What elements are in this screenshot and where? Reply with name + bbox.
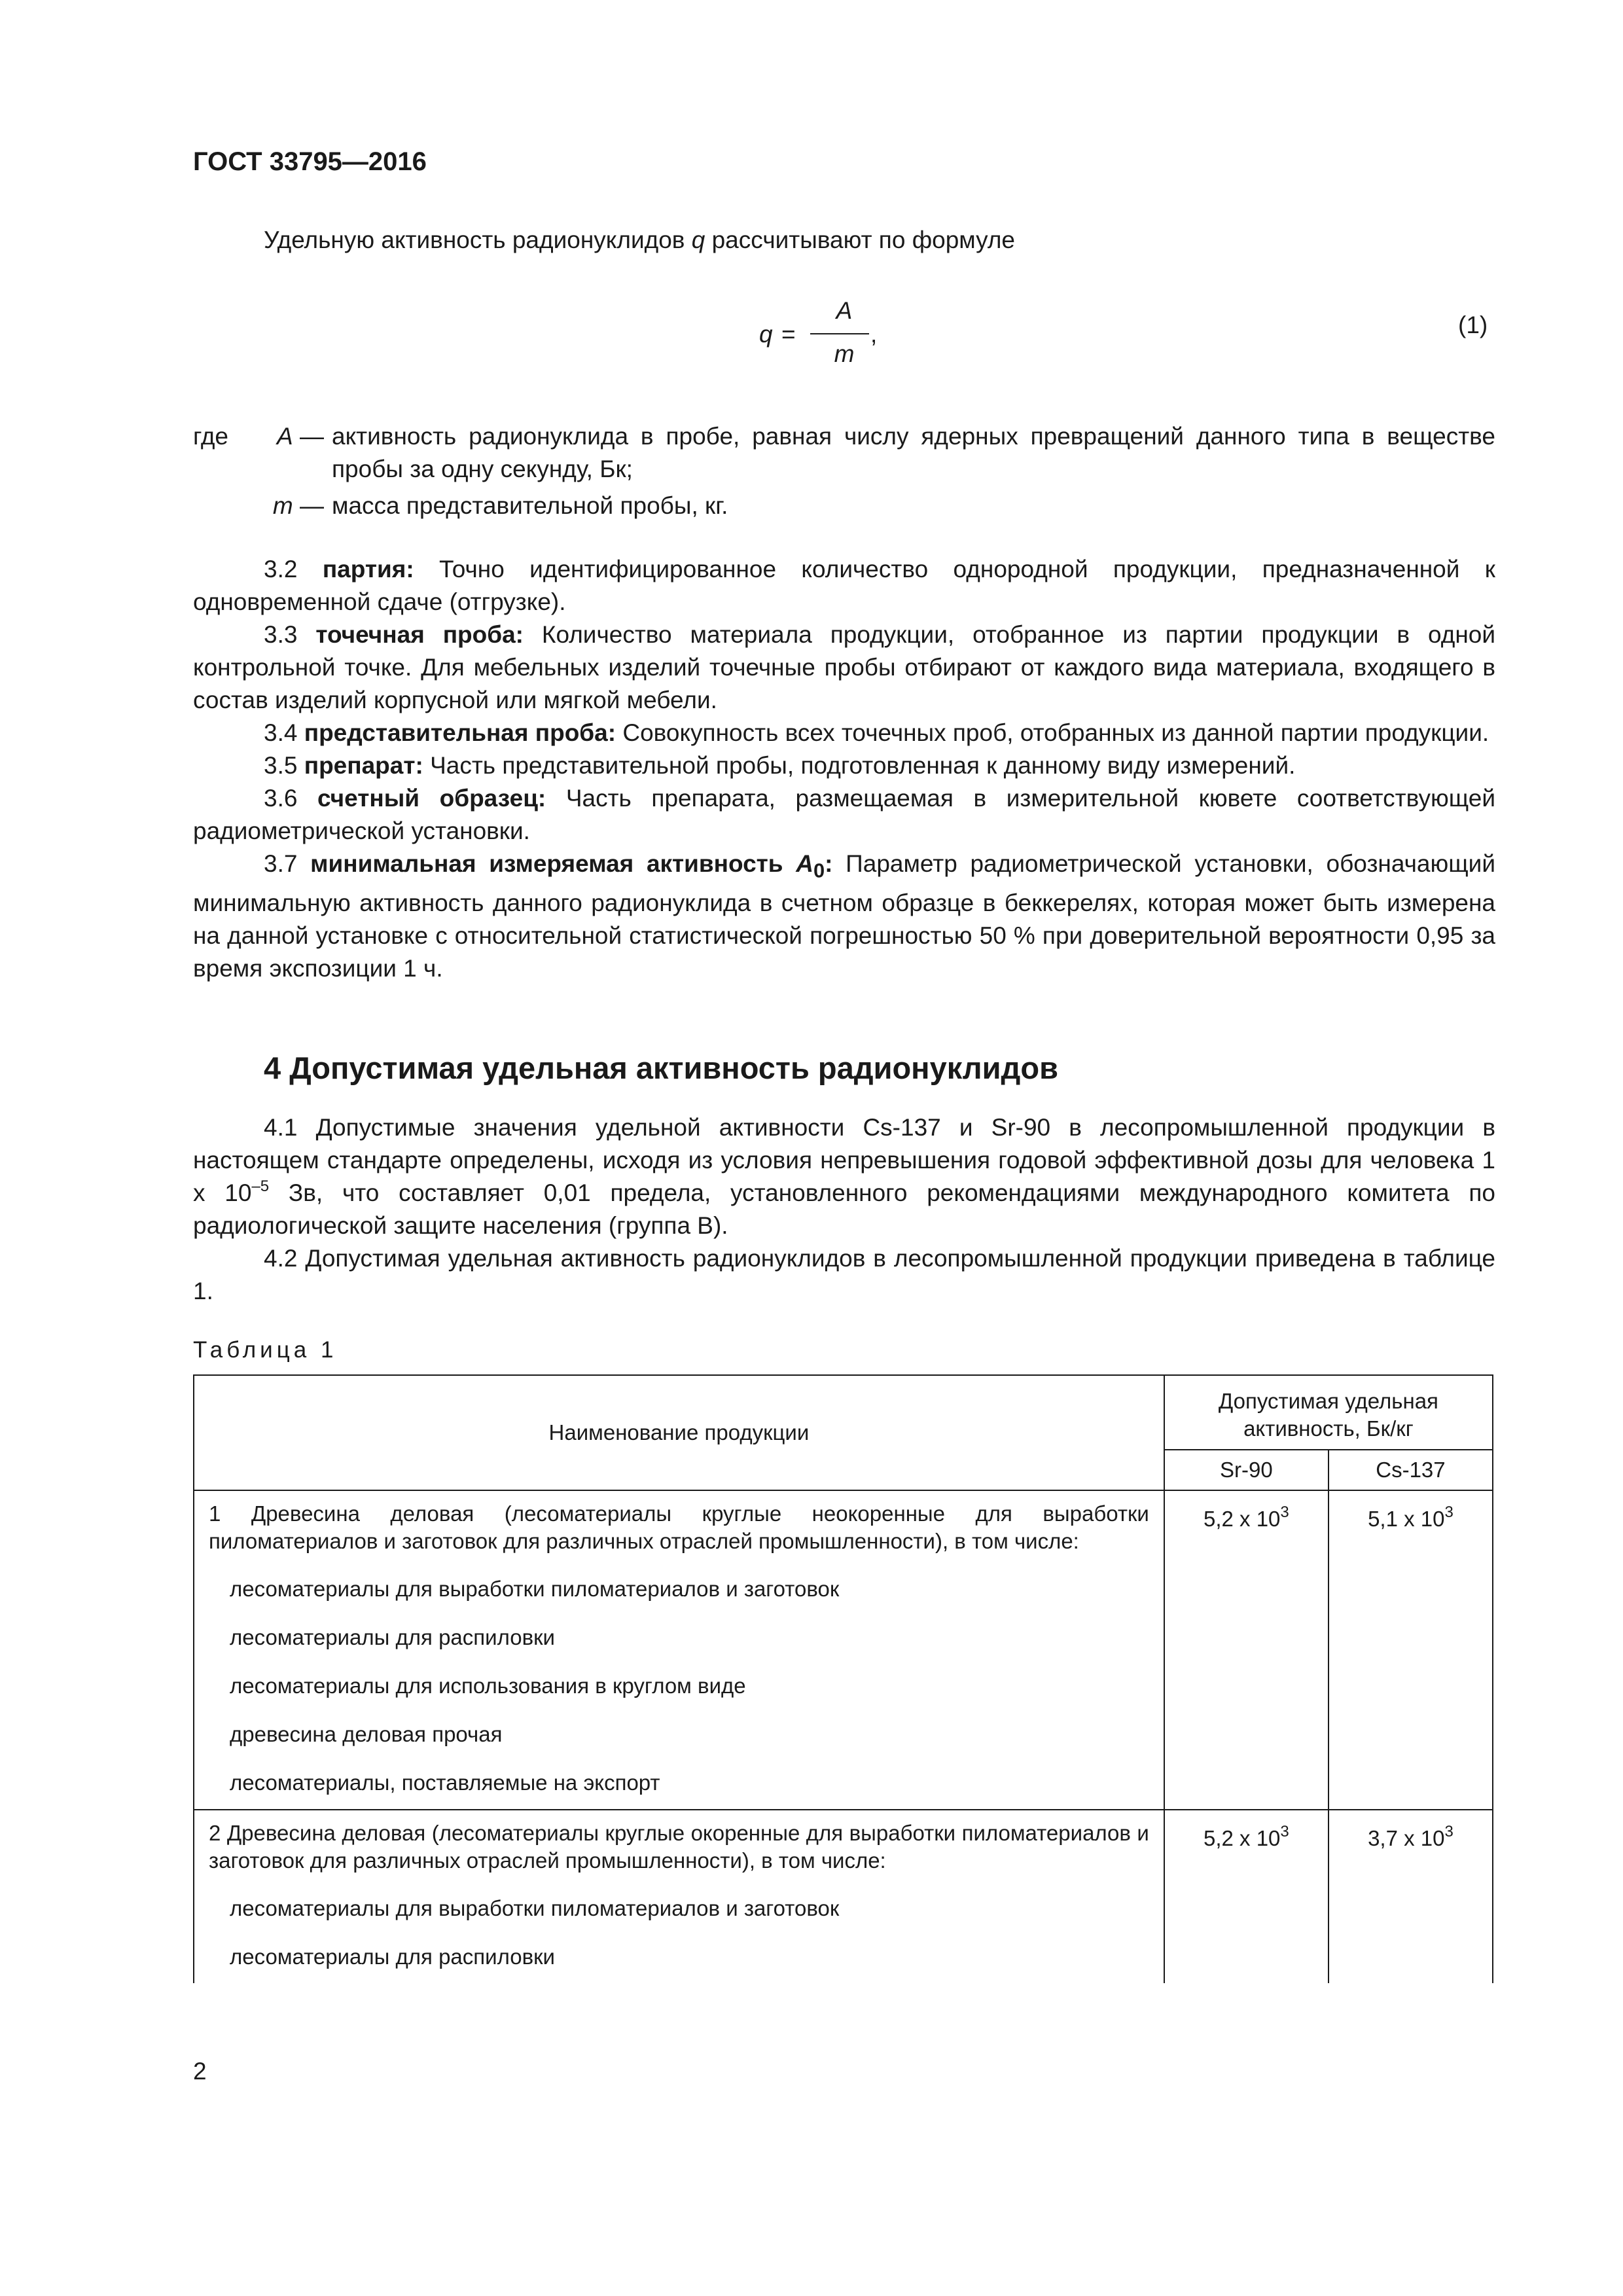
formula-lhs: q <box>759 321 773 348</box>
where-symbol: m <box>272 492 293 519</box>
terms-definitions <box>193 553 1495 985</box>
term: счетный образец: <box>317 785 546 812</box>
product-subitem: лесоматериалы для выработки пиломатериалов и заготовок <box>230 1577 840 1601</box>
formula-intro: Удельную активность радионуклидов q рассчитывают по формуле <box>264 226 1015 253</box>
product-subitem: древесина деловая прочая <box>230 1722 503 1746</box>
column-header-activity: Допустимая удельная активность, Бк/кг <box>1164 1375 1493 1450</box>
product-subitem: лесоматериалы для использования в круглом виде <box>230 1674 746 1698</box>
definition-3-4: 3.4 представительная проба: Совокупность всех точечных проб, отобранных из данной партии продукции. <box>264 719 1489 746</box>
definition-3-3: 3.3 точечная проба: Количество материала продукции, отобранное из партии продукции в одной контрольной точке. Для мебельных изделий точечные пробы отбирают от каждого вида материала, входящего в состав изделий корпусной или мягкой мебели. <box>193 621 1495 713</box>
term: минимальная измеряемая активность $A_0$: <box>310 850 833 882</box>
where-row-a: где A — активность радионуклида в пробе, равная числу ядерных превращений данного типа в веществе пробы за одну секунду, Бк; <box>193 420 1495 486</box>
formula-1 <box>759 295 890 373</box>
paragraph-4-1: 4.1 Допустимые значения удельной активности Cs-137 и Sr-90 в лесопромышленной продукции в настоящем стандарте определены, исходя из условия непревышения годовой эффективной дозы для человека 1 х $10^{-5}$ Зв, что составляет 0,01 предела, установленного рекомендациями международного комитета по радиологической защите населения (группа В). <box>193 1114 1496 1239</box>
definition-3-6: 3.6 счетный образец: Часть препарата, размещаемая в измерительной кювете соответствующей радиометрической установки. <box>193 785 1495 844</box>
product-title: 1 Древесина деловая (лесоматериалы круглые неокоренные для выработки пиломатериалов и заготовок для различных отраслей промышленности), в том числе: <box>209 1501 1149 1553</box>
formula-comma: , <box>870 321 878 348</box>
activity-table <box>193 1374 1493 1983</box>
where-definition: активность радионуклида в пробе, равная числу ядерных превращений данного типа в веществе пробы за одну секунду, Бк; <box>332 423 1495 482</box>
term: представительная проба: <box>304 719 616 746</box>
where-definition: масса представительной пробы, кг. <box>332 492 728 519</box>
where-word: где <box>193 423 229 450</box>
column-header-cs137: Cs-137 <box>1329 1450 1493 1490</box>
cs137-value: 3,7 х $10^3$ <box>1329 1810 1493 1983</box>
product-name-cell <box>194 1490 1164 1810</box>
page-number: 2 <box>193 2058 207 2085</box>
table-header-row <box>194 1375 1493 1450</box>
document-id-header: ГОСТ 33795—2016 <box>193 147 427 176</box>
table-caption: Таблица 1 <box>193 1337 338 1363</box>
product-subitem: лесоматериалы, поставляемые на экспорт <box>230 1770 660 1795</box>
definition-3-2: 3.2 партия: Точно идентифицированное количество однородной продукции, предназначенной к одновременной сдаче (отгрузке). <box>193 556 1495 615</box>
fraction-bar <box>810 333 869 334</box>
sr90-value: 5,2 х $10^3$ <box>1164 1810 1329 1983</box>
equation-number: (1) <box>1458 312 1488 338</box>
product-subitem: лесоматериалы для распиловки <box>230 1945 555 1969</box>
where-row-m: m — масса представительной пробы, кг. <box>193 490 1495 522</box>
definition-3-5: 3.5 препарат: Часть представительной пробы, подготовленная к данному виду измерений. <box>264 752 1296 779</box>
table-row <box>194 1490 1493 1810</box>
term: партия: <box>322 556 414 583</box>
product-name-cell <box>194 1810 1164 1983</box>
product-title: 2 Древесина деловая (лесоматериалы круглые окоренные для выработки пиломатериалов и заготовок для различных отраслей промышленности), в том числе: <box>209 1821 1149 1873</box>
formula-numerator: A <box>836 297 853 324</box>
term: препарат: <box>304 752 423 779</box>
column-header-name: Наименование продукции <box>194 1375 1164 1490</box>
sr90-value: 5,2 х $10^3$ <box>1164 1490 1329 1810</box>
formula-equals: = <box>781 321 796 348</box>
product-subitem: лесоматериалы для распиловки <box>230 1625 555 1649</box>
formula-denominator: m <box>834 340 855 367</box>
column-header-sr90: Sr-90 <box>1164 1450 1329 1490</box>
product-subitem: лесоматериалы для выработки пиломатериалов и заготовок <box>230 1896 840 1920</box>
term: точечная проба: <box>315 621 524 648</box>
table-row <box>194 1810 1493 1983</box>
where-legend <box>193 420 1495 522</box>
cs137-value: 5,1 х $10^3$ <box>1329 1490 1493 1810</box>
section-4-title: 4 Допустимая удельная активность радионуклидов <box>264 1050 1058 1085</box>
section-4-body <box>193 1111 1495 1308</box>
where-symbol: A <box>277 423 293 450</box>
symbol-q: q <box>691 226 705 253</box>
paragraph-4-2: 4.2 Допустимая удельная активность радионуклидов в лесопромышленной продукции приведена в таблице 1. <box>193 1245 1495 1304</box>
definition-3-7: 3.7 минимальная измеряемая активность $A_0$: Параметр радиометрической установки, обозначающий минимальную активность данного радионуклида в счетном образце в беккерелях, которая может быть измерена на данной установке с относительной статистической погрешностью 50 % при доверительной вероятности 0,95 за время экспозиции 1 ч. <box>193 850 1495 982</box>
